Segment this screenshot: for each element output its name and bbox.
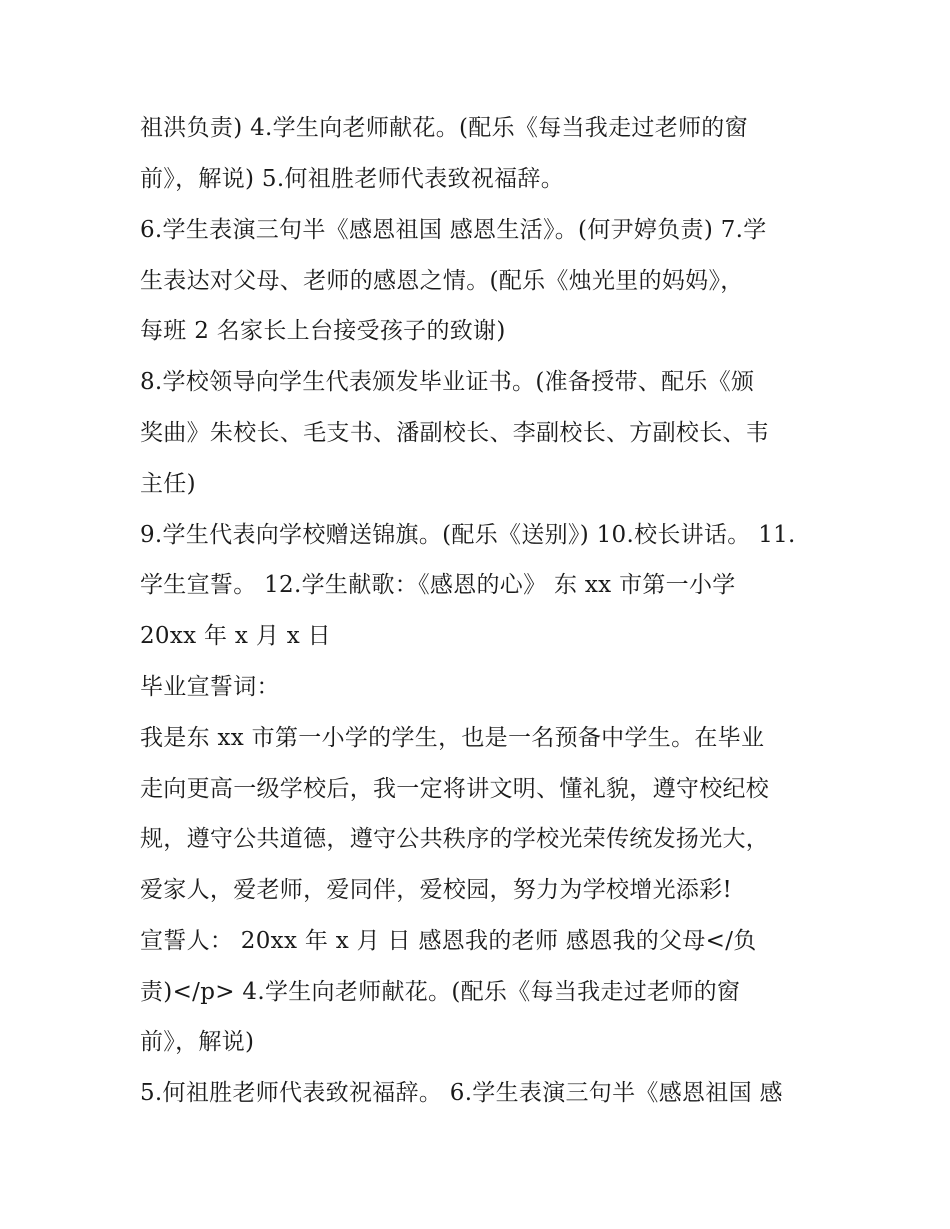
text-line-18: 责)</p> 4.学生向老师献花。(配乐《每当我走过老师的窗 [140,979,741,1005]
text-line-19: 前》，解说) [140,1029,255,1055]
text-line-13: 我是东 xx 市第一小学的学生，也是一名预备中学生。在毕业 [140,725,765,751]
text-line-14: 走向更高一级学校后，我一定将讲文明、懂礼貌，遵守校纪校 [140,776,770,802]
text-line-3: 6.学生表演三句半《感恩祖国 感恩生活》。(何尹婷负责) 7.学 [140,217,767,243]
text-line-20: 5.何祖胜老师代表致祝福辞。 6.学生表演三句半《感恩祖国 感 [140,1080,783,1106]
text-line-8: 主任) [140,471,196,497]
text-line-9: 9.学生代表向学校赠送锦旗。(配乐《送别》) 10.校长讲话。 11. [140,522,796,548]
text-line-1: 祖洪负责) 4.学生向老师献花。(配乐《每当我走过老师的窗 [140,115,748,141]
text-line-6: 8.学校领导向学生代表颁发毕业证书。(准备授带、配乐《颁 [140,369,755,395]
text-line-10: 学生宣誓。 12.学生献歌：《感恩的心》 东 xx 市第一小学 [140,572,736,598]
text-line-4: 生表达对父母、老师的感恩之情。(配乐《烛光里的妈妈》， [140,268,744,294]
text-line-5: 每班 2 名家长上台接受孩子的致谢) [140,318,506,344]
text-line-12: 毕业宣誓词： [140,674,280,700]
text-line-11: 20xx 年 x 月 x 日 [140,623,331,649]
text-line-2: 前》，解说) 5.何祖胜老师代表致祝福辞。 [140,166,565,192]
text-line-7: 奖曲》朱校长、毛支书、潘副校长、李副校长、方副校长、韦 [140,420,770,446]
text-line-16: 爱家人，爱老师，爱同伴，爱校园，努力为学校增光添彩! [140,877,733,903]
text-line-15: 规，遵守公共道德，遵守公共秩序的学校光荣传统发扬光大， [140,826,770,852]
text-line-17: 宣誓人： 20xx 年 x 月 日 感恩我的老师 感恩我的父母</负 [140,928,757,954]
